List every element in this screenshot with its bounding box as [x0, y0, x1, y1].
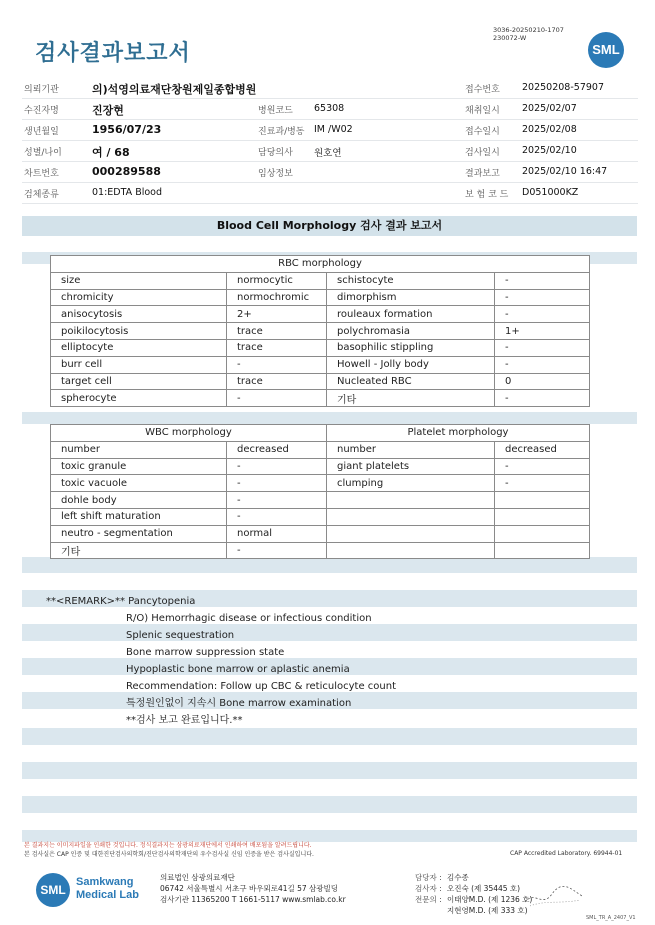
info-row: [22, 183, 638, 204]
info-label: 임상정보: [258, 169, 293, 179]
staff-role: 전문의 :: [415, 895, 442, 904]
company-name: Samkwang Medical Lab: [76, 876, 139, 901]
table-row: [51, 356, 590, 373]
company-address: 의료법인 삼광의료재단 06742 서울특별시 서초구 바우뫼로41길 57 삼광빌딩 검사기관 11365200 T 1661-5117 www.smlab.co.kr: [160, 873, 346, 904]
section-title: Blood Cell Morphology 검사 결과 보고서: [22, 216, 637, 236]
table-cell: 0: [495, 373, 590, 390]
rbc-morphology-table: [50, 255, 590, 407]
table-cell: trace: [227, 373, 327, 390]
table-cell: elliptocyte: [51, 339, 227, 356]
info-row: [22, 120, 638, 141]
info-label: 채취일시: [465, 106, 500, 116]
info-label: 접수일시: [465, 127, 500, 137]
table-cell: -: [495, 475, 590, 492]
table-cell: left shift maturation: [51, 508, 227, 525]
table-cell: -: [495, 390, 590, 407]
remark-heading: **<REMARK>** Pancytopenia: [46, 596, 196, 607]
info-value: 2025/02/10: [522, 145, 577, 156]
band: [22, 762, 637, 779]
table-cell: polychromasia: [327, 323, 495, 340]
table-cell: -: [495, 356, 590, 373]
table-cell: decreased: [227, 441, 327, 458]
staff-entry: [415, 894, 532, 905]
table-row: [51, 323, 590, 340]
info-value: 여 / 68: [92, 146, 130, 159]
table-cell: normochromic: [227, 289, 327, 306]
table-cell: [327, 492, 495, 509]
table-row: [51, 390, 590, 407]
info-row: [22, 162, 638, 183]
patient-info-table: [22, 78, 638, 204]
staff-name: 이태양M.D. (제 1236 호): [447, 895, 533, 904]
table-cell: [327, 542, 495, 559]
table-row: [51, 492, 590, 509]
table-cell: [495, 492, 590, 509]
band: [22, 728, 637, 745]
cap-accreditation: CAP Accredited Laboratory. 69944-01: [510, 850, 623, 857]
info-label: 수진자명: [24, 106, 59, 116]
table-cell: [495, 525, 590, 542]
band: [22, 412, 637, 424]
remark-lines: [126, 610, 396, 729]
info-label: 검체종류: [24, 190, 59, 200]
table-cell: normal: [227, 525, 327, 542]
signature: [520, 880, 590, 910]
table-cell: toxic vacuole: [51, 475, 227, 492]
remark-line: Bone marrow suppression state: [126, 647, 285, 658]
table-cell: number: [51, 441, 227, 458]
info-row: [22, 141, 638, 162]
table-cell: -: [227, 492, 327, 509]
table-row: [51, 289, 590, 306]
info-value: 2025/02/08: [522, 124, 577, 135]
info-label: 진료과/병동: [258, 127, 305, 137]
table-cell: number: [327, 441, 495, 458]
info-value: 진장현: [92, 104, 124, 117]
info-value: 65308: [314, 103, 345, 114]
form-version: SML_TR_A_2407_V1: [586, 915, 636, 921]
wbc-platelet-table: [50, 424, 590, 559]
table-cell: -: [495, 272, 590, 289]
remark-line: 특정원인없이 지속시 Bone marrow examination: [126, 698, 352, 709]
table-cell: clumping: [327, 475, 495, 492]
table-cell: Nucleated RBC: [327, 373, 495, 390]
table-cell: target cell: [51, 373, 227, 390]
table-cell: size: [51, 272, 227, 289]
table-row: [51, 458, 590, 475]
table-row: [51, 525, 590, 542]
table-row: [51, 373, 590, 390]
remark-line: R/O) Hemorrhagic disease or infectious condition: [126, 613, 372, 624]
table-cell: 2+: [227, 306, 327, 323]
info-value: 1956/07/23: [92, 123, 162, 136]
info-value: 2025/02/07: [522, 103, 577, 114]
table-row: [51, 339, 590, 356]
document-id: 3036-20250210-1707 230072-W: [493, 26, 564, 42]
staff-entry: [415, 872, 532, 883]
table-cell: 기타: [51, 542, 227, 559]
info-value: 원호연: [314, 148, 342, 159]
info-value: IM /W02: [314, 124, 353, 135]
remark-line: **검사 보고 완료입니다.**: [126, 715, 243, 726]
wbc-header: WBC morphology: [51, 425, 327, 442]
staff-list: [415, 872, 532, 916]
platelet-header: Platelet morphology: [327, 425, 590, 442]
table-cell: -: [495, 289, 590, 306]
info-value: D051000KZ: [522, 187, 579, 198]
remark-line: Hypoplastic bone marrow or aplastic anemia: [126, 664, 350, 675]
table-cell: 1+: [495, 323, 590, 340]
staff-entry: [415, 905, 532, 916]
table-cell: -: [227, 390, 327, 407]
band: [22, 796, 637, 813]
table-cell: [495, 508, 590, 525]
table-cell: anisocytosis: [51, 306, 227, 323]
table-cell: normocytic: [227, 272, 327, 289]
info-label: 검사일시: [465, 148, 500, 158]
staff-role: 담당자 :: [415, 873, 442, 882]
table-cell: dimorphism: [327, 289, 495, 306]
table-cell: -: [495, 339, 590, 356]
table-row: [51, 475, 590, 492]
table-cell: Howell - Jolly body: [327, 356, 495, 373]
staff-role: 검사자 :: [415, 884, 442, 893]
info-row: [22, 99, 638, 120]
table-cell: decreased: [495, 441, 590, 458]
table-cell: -: [227, 458, 327, 475]
staff-name: 오진숙 (제 35445 호): [447, 884, 521, 893]
table-cell: [495, 542, 590, 559]
info-value: 의)석영의료재단창원제일종합병원: [92, 83, 257, 96]
info-label: 보 험 코 드: [465, 190, 509, 200]
table-cell: -: [495, 458, 590, 475]
info-value: 2025/02/10 16:47: [522, 166, 608, 177]
info-label: 접수번호: [465, 85, 500, 95]
print-notice: 본 결과지는 이미지파일을 인쇄한 것입니다. 정식결과지는 삼광의료재단에서 인쇄하여 배포됨을 알려드립니다.: [24, 842, 312, 849]
info-label: 담당의사: [258, 148, 293, 158]
accreditation-note: 본 검사실은 CAP 인증 및 대한진단검사의학회/진단검사의학재단의 우수검사실 신임 인증을 받은 검사실입니다.: [24, 851, 314, 858]
staff-name: 김수종: [447, 873, 469, 882]
info-value: 20250208-57907: [522, 82, 605, 93]
table-cell: -: [227, 508, 327, 525]
info-label: 병원코드: [258, 106, 293, 116]
table-cell: schistocyte: [327, 272, 495, 289]
info-label: 차트번호: [24, 169, 59, 179]
table-cell: dohle body: [51, 492, 227, 509]
staff-name: 지현영M.D. (제 333 호): [447, 906, 528, 915]
remark-line: Recommendation: Follow up CBC & reticulocyte count: [126, 681, 396, 692]
table-cell: [327, 525, 495, 542]
staff-entry: [415, 883, 532, 894]
sml-logo: SML: [588, 32, 624, 68]
table-cell: basophilic stippling: [327, 339, 495, 356]
table-cell: [327, 508, 495, 525]
table-cell: poikilocytosis: [51, 323, 227, 340]
remark-line: Splenic sequestration: [126, 630, 235, 641]
table-row: [51, 441, 590, 458]
table-cell: trace: [227, 323, 327, 340]
rbc-header: RBC morphology: [51, 256, 590, 273]
table-row: [51, 542, 590, 559]
table-cell: trace: [227, 339, 327, 356]
table-cell: spherocyte: [51, 390, 227, 407]
info-label: 생년월일: [24, 127, 59, 137]
table-cell: toxic granule: [51, 458, 227, 475]
info-label: 의뢰기관: [24, 85, 59, 95]
table-cell: burr cell: [51, 356, 227, 373]
info-label: 결과보고: [465, 169, 500, 179]
table-cell: -: [227, 475, 327, 492]
table-cell: -: [495, 306, 590, 323]
table-row: [51, 272, 590, 289]
band: [22, 557, 637, 573]
table-cell: -: [227, 356, 327, 373]
table-row: [51, 508, 590, 525]
table-cell: neutro - segmentation: [51, 525, 227, 542]
table-cell: chromicity: [51, 289, 227, 306]
table-cell: giant platelets: [327, 458, 495, 475]
table-row: [51, 306, 590, 323]
info-label: 성별/나이: [24, 148, 62, 158]
report-title: 검사결과보고서: [35, 41, 191, 66]
table-cell: 기타: [327, 390, 495, 407]
footer-logo: SML: [36, 873, 70, 907]
info-value: 01:EDTA Blood: [92, 187, 163, 198]
info-value: 000289588: [92, 165, 161, 178]
info-row: [22, 78, 638, 99]
table-cell: rouleaux formation: [327, 306, 495, 323]
table-cell: -: [227, 542, 327, 559]
